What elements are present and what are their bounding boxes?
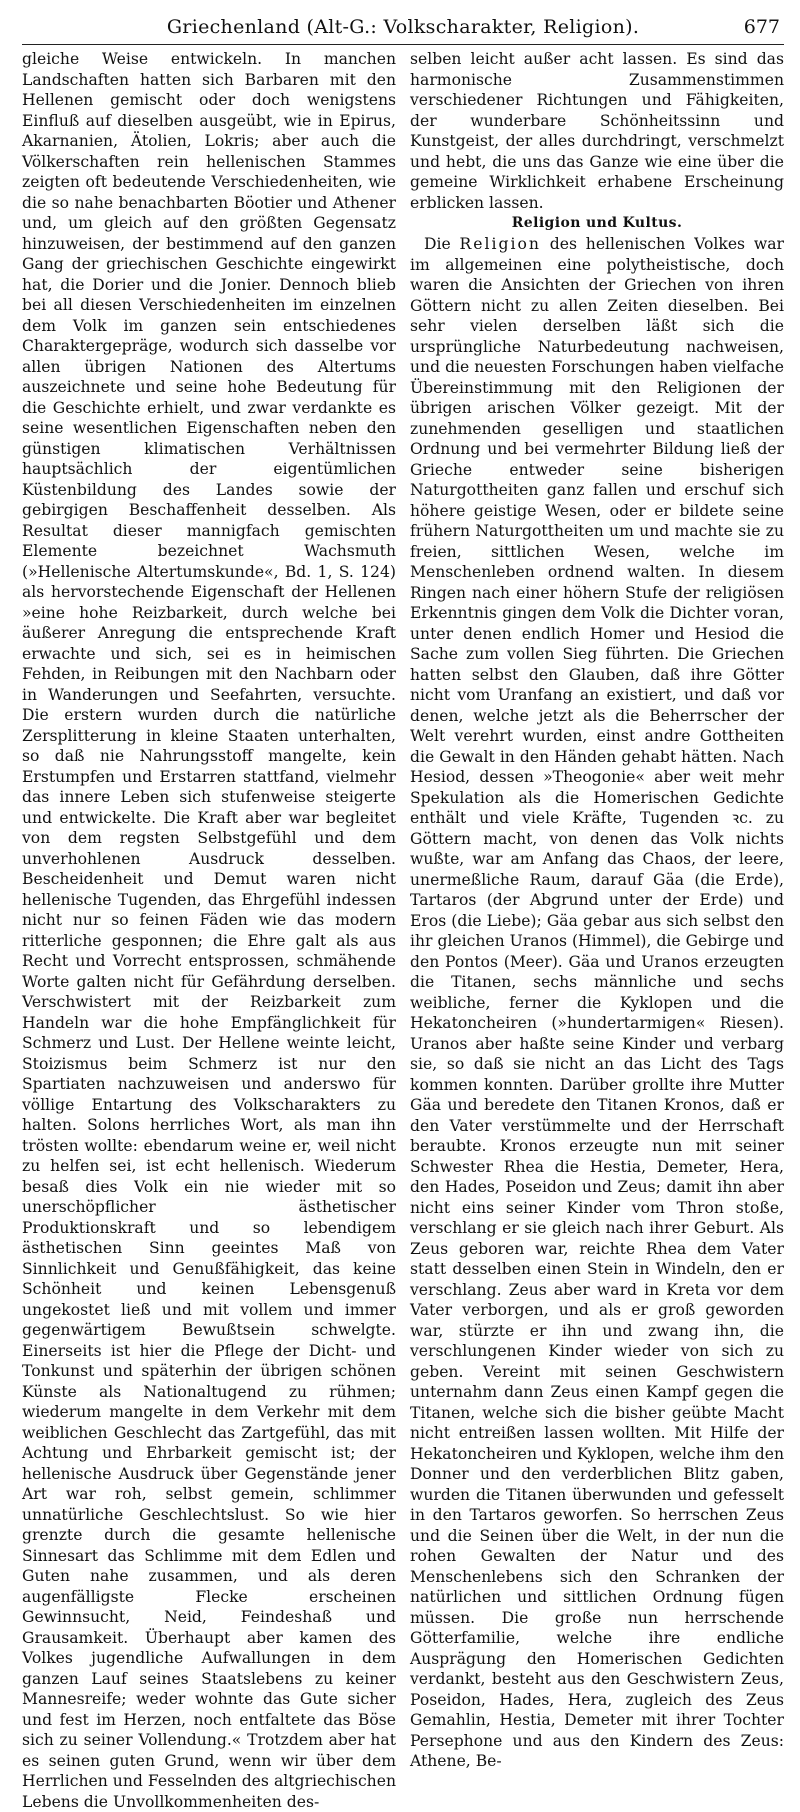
text-columns — [22, 49, 784, 1811]
right-column — [410, 49, 784, 1770]
paragraph-start: Die — [424, 235, 460, 253]
emphasized-term: Religion — [459, 235, 541, 253]
paragraph: selben leicht außer acht lassen. Es sind das harmonische Zusammenstimmen verschiedener Richtungen und Fähigkeiten, der wunderbare Schönheitssinn und Kunstgeist, der alles durchdringt, verschmelzt und hebt, die uns das Ganze wie eine über die gemeine Wirklichkeit erhabene Erscheinung erblicken lassen. — [410, 50, 784, 212]
section-heading: Religion und Kultus. — [511, 215, 683, 231]
page-title: Griechenland (Alt-G.: Volkscharakter, Religion). — [166, 16, 640, 38]
left-column — [22, 49, 396, 1811]
page-number: 677 — [743, 16, 780, 38]
paragraph: gleiche Weise entwickeln. In manchen Landschaften hatten sich Barbaren mit den Hellenen gemischt oder doch wenigstens Einfluß auf dieselben ausgeübt, wie in Epirus, Akarnanien, Ätolien, Lokris; aber auch die Völkerschaften rein hellenischen Stammes zeigten oft bedeutende Verschiedenheiten, wie die so nahe benachbarten Böotier und Athener und, um gleich auf den größten Gegensatz hinzuweisen, der bestimmend auf den ganzen Gang der griechischen Geschichte eingewirkt hat, die Dorier und die Jonier. Dennoch blieb bei all diesen Verschiedenheiten im einzelnen dem Volk im ganzen sein entschiedenes Charaktergepräge, wodurch sich dasselbe vor allen übrigen Nationen des Altertums auszeichnete und seine hohe Bedeutung für die Geschichte erhielt, und zwar verdankte es seine wesentlichen Eigenschaften neben den günstigen klimatischen Verhältnissen hauptsächlich der eigentümlichen Küstenbildung des Landes sowie der gebirgigen Beschaffenheit desselben. Als Resultat dieser mannigfach gemischten Elemente bezeichnet Wachsmuth (»Hellenische Altertumskunde«, Bd. 1, S. 124) als hervorstechende Eigenschaft der Hellenen »eine hohe Reizbarkeit, durch welche bei äußerer Anregung die entsprechende Kraft erwachte und sich, sei es in heimischen Fehden, in Reibungen mit den Nachbarn oder in Wanderungen und Seefahrten, versuchte. Die erstern wurden durch die natürliche Zersplitterung in kleine Staaten unterhalten, so daß nie Nahrungsstoff mangelte, kein Erstumpfen und Erstarren stattfand, vielmehr das innere Leben sich stufenweise steigerte und entwickelte. Die Kraft aber war begleitet von dem regsten Selbstgefühl und dem unverhohlenen Ausdruck desselben. Bescheidenheit und Demut waren nicht hellenische Tugenden, das Ehrgefühl indessen nicht nur so feinen Fäden wie das modern ritterliche gesponnen; die Ehre galt als aus Recht und Vorrecht entsprossen, schmähende Worte galten nicht für Gefährdung derselben. Verschwistert mit der Reizbarkeit zum Handeln war die hohe Empfänglichkeit für Schmerz und Lust. Der Hellene weinte leicht, Stoizismus beim Schmerz ist nur den Spartiaten nachzuweisen und anderswo für völlige Entartung des Volkscharakters zu halten. Solons herrliches Wort, als man ihn trösten wollte: ebendarum weine er, weil nicht zu helfen sei, ist echt hellenisch. Wiederum besaß dies Volk ein nie wieder mit so unerschöpflicher ästhetischer Produktionskraft und so lebendigem ästhetischen Sinn geeintes Maß von Sinnlichkeit und Genußfähigkeit, das keine Schönheit und keinen Lebensgenuß ungekostet ließ und mit vollem und immer gegenwärtigem Bewußtsein schwelgte. Einerseits ist hier die Pflege der Dicht- und Tonkunst und späterhin der übrigen schönen Künste als Nationaltugend zu rühmen; wiederum mangelte in dem Verkehr mit dem weiblichen Geschlecht das Zartgefühl, das mit Achtung und Ehrbarkeit gemischt ist; der hellenische Ausdruck über Gegenstände jener Art war roh, selbst gemein, schlimmer unnatürliche Geschlechtslust. So wie hier grenzte durch die gesamte hellenische Sinnesart das Schlimme mit dem Edlen und Guten nahe zusammen, und als deren augenfälligste Flecke erscheinen Gewinnsucht, Neid, Feindeshaß und Grausamkeit. Überhaupt aber kamen des Volkes jugendliche Aufwallungen in dem ganzen Lauf seines Staatslebens zu keiner Mannesreife; weder wohnte das Gute sicher und fest im Herzen, noch entfaltete das Böse sich zu seiner Vollendung.« Trotzdem aber hat es seinen guten Grund, wenn wir über dem Herrlichen und Fesselnden des altgriechischen Lebens die Unvollkommenheiten des- — [22, 50, 396, 1811]
paragraph — [410, 234, 784, 1772]
running-head — [22, 10, 784, 45]
paragraph-body: des hellenischen Volkes war im allgemeinen eine polytheistische, doch waren die Ansichten der Griechen von ihren Göttern nicht zu allen Zeiten dieselben. Bei sehr vielen derselben läßt sich die ursprüngliche Naturbedeutung nachweisen, und die neuesten Forschungen haben vielfache Übereinstimmung mit den Religionen der übrigen arischen Völker gezeigt. Mit der zunehmenden geselligen und staatlichen Ordnung und bei vermehrter Bildung ließ der Grieche entweder seine bisherigen Naturgottheiten ganz fallen und erschuf sich höhere geistige Wesen, oder er bildete seine frühern Naturgottheiten um und machte sie zu freien, sittlichen Wesen, welche im Menschenleben ordnend walten. In diesem Ringen nach einer höhern Stufe der religiösen Erkenntnis gingen dem Volk die Dichter voran, unter denen endlich Homer und Hesiod die Sache zum vollen Sieg führten. Die Griechen hatten selbst den Glauben, daß ihre Götter nicht vom Uranfang an existiert, und daß vor denen, welche jetzt als die Beherrscher der Welt verehrt wurden, einst andre Gottheiten die Gewalt in den Händen gehabt hätten. Nach Hesiod, dessen »Theogonie« aber weit mehr Spekulation als die Homerischen Gedichte enthält und viele Kräfte, Tugenden ꝛc. zu Göttern macht, von denen das Volk nichts wußte, war am Anfang das Chaos, der leere, unermeßliche Raum, darauf Gäa (die Erde), Tartaros (der Abgrund unter der Erde) und Eros (die Liebe); Gäa gebar aus sich selbst den ihr gleichen Uranos (Himmel), die Gebirge und den Pontos (Meer). Gäa und Uranos erzeugten die Titanen, sechs männliche und sechs weibliche, ferner die Kyklopen und die Hekatoncheiren (»hundertarmigen« Riesen). Uranos aber haßte seine Kinder und verbarg sie, so daß sie nicht an das Licht des Tags kommen konnten. Darüber grollte ihre Mutter Gäa und beredete den Titanen Kronos, daß er den Vater verstümmelte und der Herrschaft beraubte. Kronos erzeugte nun mit seiner Schwester Rhea die Hestia, Demeter, Hera, den Hades, Poseidon und Zeus; damit ihn aber nicht eins seiner Kinder vom Thron stoße, verschlang er sie gleich nach ihrer Geburt. Als Zeus geboren war, reichte Rhea dem Vater statt desselben einen Stein in Windeln, den er verschlang. Zeus aber ward in Kreta vor dem Vater verborgen, und als er groß geworden war, stürzte er ihn und zwang ihn, die verschlungenen Kinder wieder von sich zu geben. Vereint mit seinen Geschwistern unternahm dann Zeus einen Kampf gegen die Titanen, welche sich die bisher geübte Macht nicht entreißen lassen wollten. Mit Hilfe der Hekatoncheiren und Kyklopen, welche ihm den Donner und den verderblichen Blitz gaben, wurden die Titanen überwunden und gefesselt in den Tartaros geworfen. So herrschen Zeus und die Seinen über die Welt, in der nun die rohen Gewalten der Natur und des Menschenlebens sich den Schranken der natürlichen und sittlichen Ordnung fügen müssen. Die große nun herrschende Götterfamilie, welche ihre endliche Ausprägung den Homerischen Gedichten verdankt, besteht aus den Geschwistern Zeus, Poseidon, Hades, Hera, zugleich des Zeus Gemahlin, Hestia, Demeter mit ihrer Tochter Persephone und aus den Kindern des Zeus: Athene, Be- — [410, 235, 784, 1770]
